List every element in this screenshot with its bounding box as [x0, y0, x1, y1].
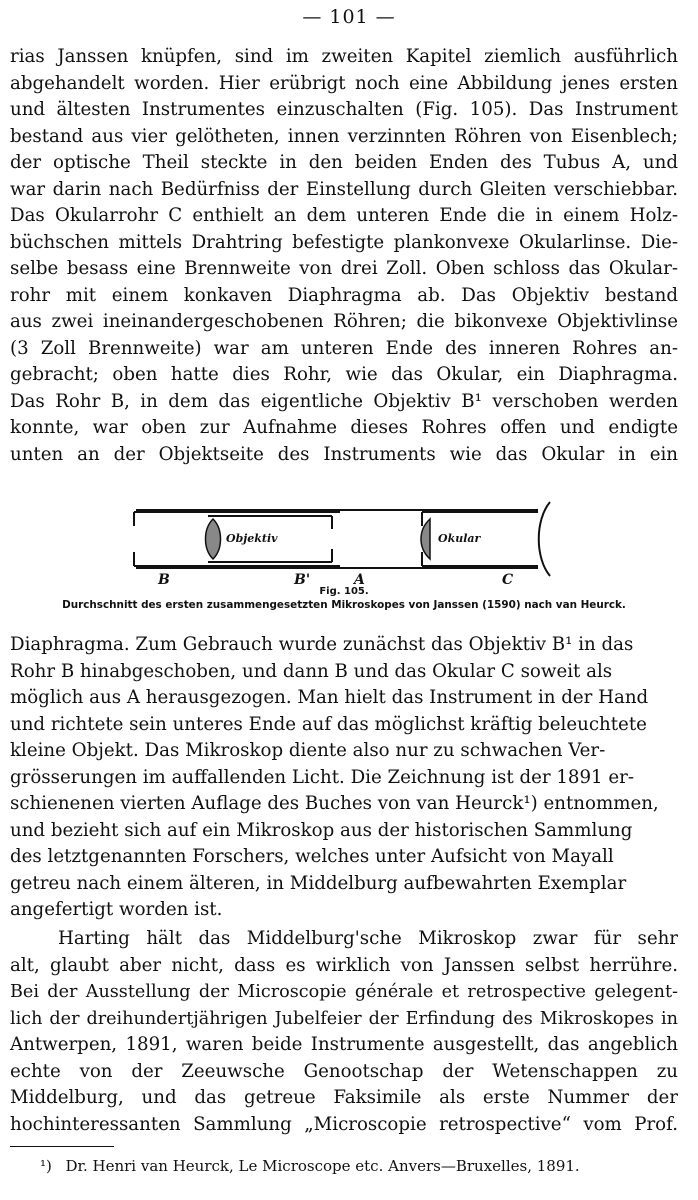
text-line: alt, glaubt aber nicht, dass es wirklich von Janssen selbst herrühre.	[10, 954, 678, 976]
text-line: getreu nach einem älteren, in Middelburg aufbewahrten Exemplar	[10, 872, 627, 894]
text-line: und richtete sein unteres Ende auf das möglichst kräftig beleuchtete	[10, 713, 647, 735]
paragraph-2	[10, 632, 678, 924]
text-line: kleine Objekt. Das Mikroskop diente also nur zu schwachen Ver-	[10, 740, 606, 761]
text-line: Das Okularrohr C enthielt an dem unteren Ende die in einem Holz-	[10, 205, 678, 226]
page-number: — 101 —	[302, 6, 396, 28]
microscope-cross-section-diagram	[10, 484, 678, 586]
text-line: rias Janssen knüpfen, sind im zweiten Kapitel ziemlich ausführlich	[10, 46, 678, 67]
tube-a-label: A	[354, 572, 365, 586]
text-line: hochinteressanten Sammlung „Microscopie retrospective“ vom Prof.	[10, 1113, 678, 1135]
footnote-marker: ¹)	[40, 1157, 52, 1175]
text-line: Diaphragma. Zum Gebrauch wurde zunächst das Objektiv B¹ in das	[10, 634, 634, 655]
text-line: möglich aus A herausgezogen. Man hielt das Instrument in der Hand	[10, 687, 649, 708]
text-line: grösserungen im auffallenden Licht. Die Zeichnung ist der 1891 er-	[10, 766, 634, 788]
text-line: selbe besass eine Brennweite von drei Zoll. Oben schloss das Okular-	[10, 258, 678, 279]
objektiv-label: Objektiv	[226, 532, 278, 545]
text-line: schienenen vierten Auflage des Buches von van Heurck¹) entnommen,	[10, 793, 659, 814]
figure-microscope-section	[10, 484, 678, 616]
okular-label: Okular	[438, 532, 481, 545]
text-line: angefertigt worden ist.	[10, 899, 223, 920]
paragraph-1	[10, 44, 678, 468]
text-line: der optische Theil steckte in den beiden Enden des Tubus A, und	[10, 152, 678, 173]
text-line: echte von der Zeeuwsche Genootschap der Wetenschappen zu	[10, 1060, 678, 1082]
concave-diaphragm	[539, 502, 550, 576]
footnote	[40, 1155, 680, 1177]
text-line: lich der dreihundertjährigen Jubelfeier der Erfindung des Mikroskopes in	[10, 1008, 678, 1029]
text-line: rohr mit einem konkaven Diaphragma ab. Das Objektiv bestand	[10, 284, 678, 306]
text-line: gebracht; oben hatte dies Rohr, wie das Okular, ein Diaphragma.	[10, 364, 678, 385]
text-line: Middelburg, und das getreue Faksimile als erste Nummer der	[10, 1087, 678, 1108]
paragraph-3	[10, 926, 678, 1138]
text-line: Rohr B hinabgeschoben, und dann B und das Okular C soweit als	[10, 660, 613, 682]
text-line: Antwerpen, 1891, waren beide Instrumente ausgestellt, das angeblich	[10, 1034, 678, 1055]
figure-number: Fig. 105.	[319, 586, 369, 597]
text-line: Das Rohr B, in dem das eigentliche Objektiv B¹ verschoben werden	[10, 390, 678, 412]
tube-b-prime-label: B'	[294, 572, 311, 586]
text-line: Harting hält das Middelburg'sche Mikroskop zwar für sehr	[58, 928, 678, 949]
text-line: war darin nach Bedürfniss der Einstellung durch Gleiten verschiebbar.	[10, 178, 678, 200]
text-line: und bezieht sich auf ein Mikroskop aus der historischen Sammlung	[10, 819, 633, 841]
text-line: (3 Zoll Brennweite) war am unteren Ende des inneren Rohres an-	[10, 337, 678, 359]
text-line: unten an der Objektseite des Instruments wie das Okular in ein	[10, 443, 678, 465]
text-line: abgehandelt worden. Hier erübrigt noch eine Abbildung jenes ersten	[10, 72, 678, 94]
text-line: und ältesten Instrumentes einzuschalten (Fig. 105). Das Instrument	[10, 99, 678, 120]
text-line: konnte, war oben zur Aufnahme dieses Rohres offen und endigte	[10, 417, 678, 438]
text-line: Bei der Ausstellung der Microscopie générale et retrospective gelegent-	[10, 982, 678, 1002]
text-line: büchschen mittels Drahtring befestigte plankonvexe Okularlinse. Die-	[10, 231, 678, 253]
text-line: bestand aus vier gelötheten, innen verzinnten Röhren von Eisenblech;	[10, 125, 678, 147]
footnote-rule	[10, 1146, 114, 1147]
figure-caption: Durchschnitt des ersten zusammengesetzten Mikroskopes von Janssen (1590) nach van Heurck.	[62, 599, 626, 611]
tube-c-label: C	[502, 572, 514, 586]
objective-lens	[206, 519, 221, 559]
text-line: des letztgenannten Forschers, welches unter Aufsicht von Mayall	[10, 846, 614, 867]
footnote-text: Dr. Henri van Heurck, Le Microscope etc. Anvers—Bruxelles, 1891.	[65, 1157, 580, 1175]
tube-b-label: B	[158, 572, 170, 586]
text-line: aus zwei ineinandergeschobenen Röhren; die bikonvexe Objektivlinse	[10, 311, 678, 332]
